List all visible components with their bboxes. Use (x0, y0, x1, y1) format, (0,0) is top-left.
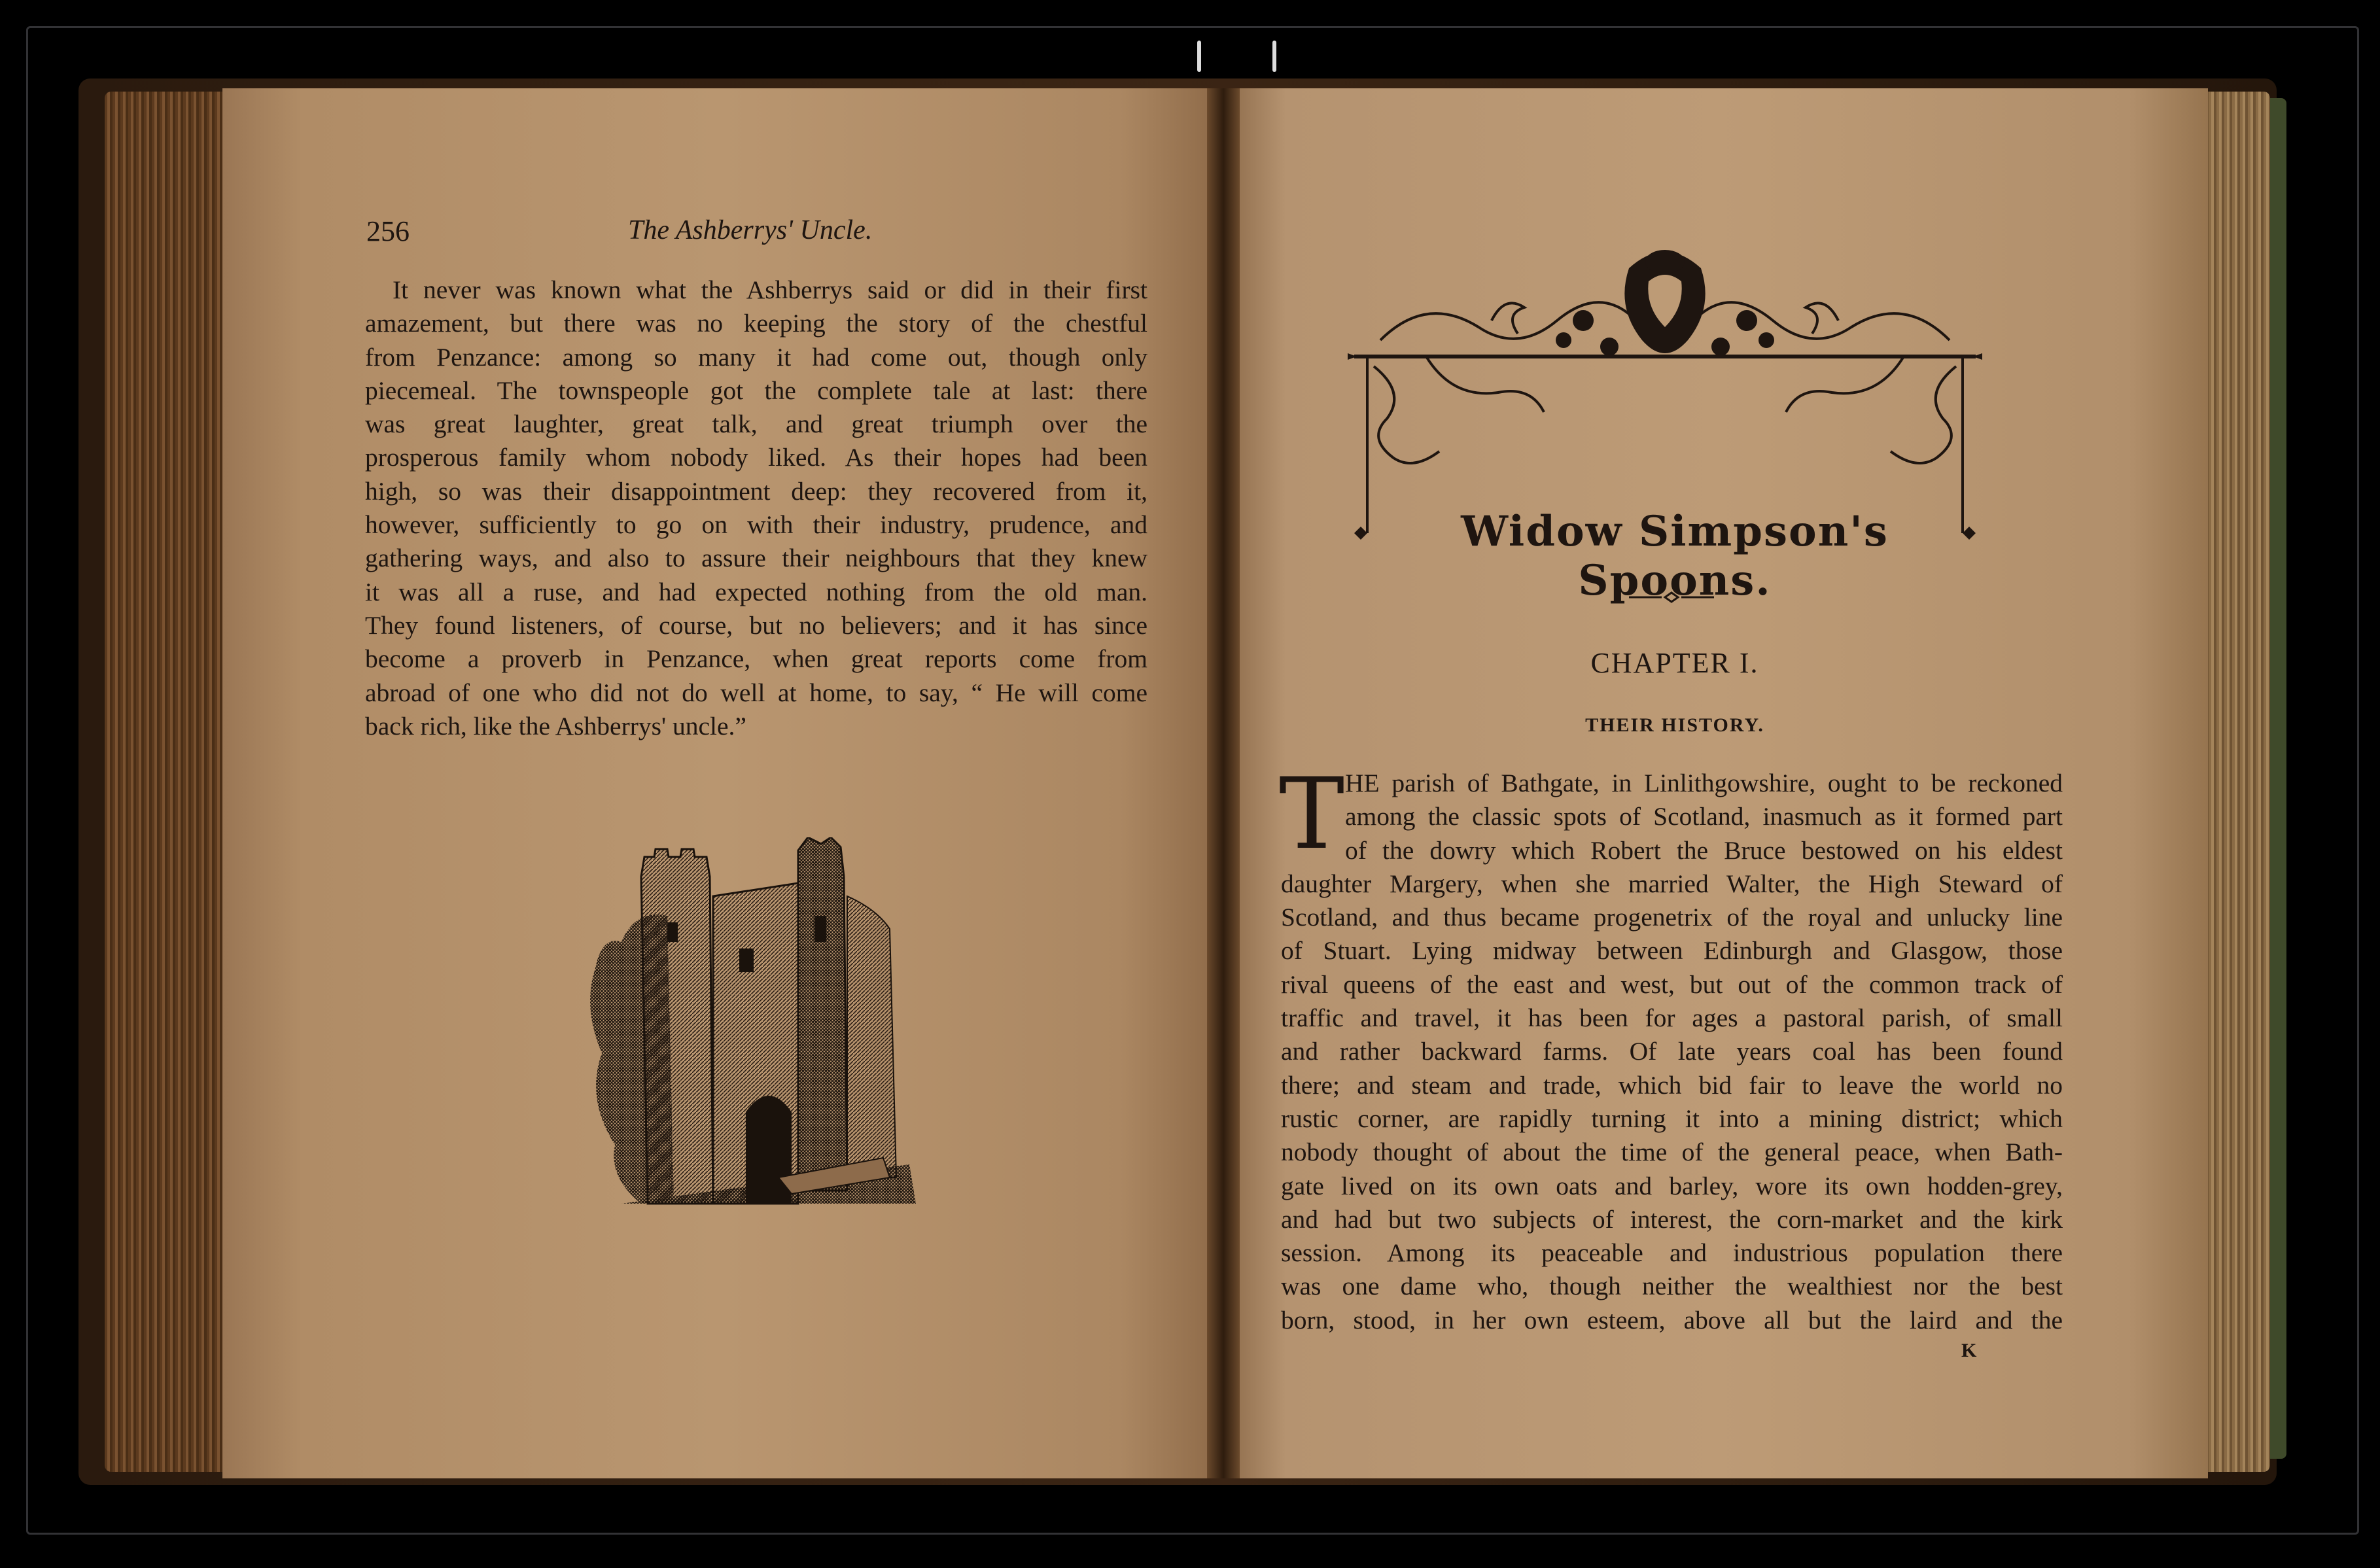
sleeve-clip-right (1272, 41, 1276, 72)
text-line: piecemeal. The townspeople got the complete tale at last: there (365, 375, 1147, 405)
text-line: of the dowry which Robert the Bruce bestowed on his eldest (1345, 835, 2063, 865)
text-line: high, so was their disappointment deep: they recovered from it, (365, 476, 1147, 506)
text-line: HE parish of Bathgate, in Linlithgowshire, ought to be reckoned (1345, 769, 2063, 797)
book-gutter (1207, 88, 1240, 1478)
chapter-subtitle: THEIR HISTORY. (1585, 714, 1764, 736)
text-line: prosperous family whom nobody liked. As their hopes had been (365, 443, 1147, 472)
text-line: it was all a ruse, and had expected nothing from the old man. (365, 577, 1147, 606)
text-line: there; and steam and trade, which bid fair to leave the world no (1281, 1070, 2063, 1100)
text-line: was one dame who, though neither the wealthiest nor the best (1281, 1272, 2063, 1301)
text-line: session. Among its peaceable and industrious population there (1281, 1238, 2063, 1268)
text-line: however, sufficiently to go on with their industry, prudence, and (365, 510, 1147, 540)
text-line: and had but two subjects of interest, the corn-market and the kirk (1281, 1204, 2063, 1234)
text-line: and rather backward farms. Of late years coal has been found (1281, 1037, 2063, 1066)
text-line: become a proverb in Penzance, when great reports come from (365, 644, 1147, 674)
text-line: of Stuart. Lying midway between Edinburgh and Glasgow, those (1281, 936, 2063, 966)
running-title: The Ashberrys' Uncle. (628, 215, 873, 245)
text-line: They found listeners, of course, but no believers; and it has since (365, 610, 1147, 640)
left-running-head (366, 215, 1151, 254)
text-line: back rich, like the Ashberrys' uncle.” (365, 711, 746, 740)
left-body-text (365, 273, 1147, 743)
signature-mark: K (1961, 1340, 1977, 1361)
sleeve-clip-left (1197, 41, 1201, 72)
page-block-left (105, 92, 236, 1472)
text-line: gate lived on its own oats and barley, wore its own hodden-grey, (1281, 1171, 2063, 1200)
text-line: from Penzance: among so many it had come out, though only (365, 342, 1147, 372)
chapter-heading: CHAPTER I. (1590, 647, 1759, 679)
title-divider (1629, 591, 1714, 604)
castle-engraving (582, 837, 922, 1217)
text-line: amazement, but there was no keeping the story of the chestful (365, 309, 1147, 338)
story-title: Widow Simpson's Spoons. (1461, 507, 1889, 605)
text-line: traffic and travel, it has been for ages a pastoral parish, of small (1281, 1003, 2063, 1033)
text-line: Scotland, and thus became progenetrix of the royal and unlucky line (1281, 903, 2063, 932)
drop-cap: T (1279, 758, 1345, 871)
text-line: rival queens of the east and west, but out of the common track of (1281, 969, 2063, 999)
text-line: among the classic spots of Scotland, inasmuch as it formed part (1345, 802, 2063, 831)
right-body-text (1279, 758, 2063, 1337)
text-line: abroad of one who did not do well at home, to say, “ He will come (365, 678, 1147, 707)
text-line: born, stood, in her own esteem, above all but the laird and the (1281, 1305, 2063, 1334)
page-number: 256 (366, 215, 410, 247)
text-line: gathering ways, and also to assure their neighbours that they knew (365, 544, 1147, 573)
text-line: It never was known what the Ashberrys said or did in their first (393, 275, 1147, 304)
text-line: rustic corner, are rapidly turning it into a mining district; which (1281, 1104, 2063, 1133)
text-line: daughter Margery, when she married Walter, the High Steward of (1281, 869, 2063, 898)
text-line: nobody thought of about the time of the general peace, when Bath- (1281, 1138, 2063, 1167)
text-line: was great laughter, great talk, and great triumph over the (365, 409, 1147, 439)
